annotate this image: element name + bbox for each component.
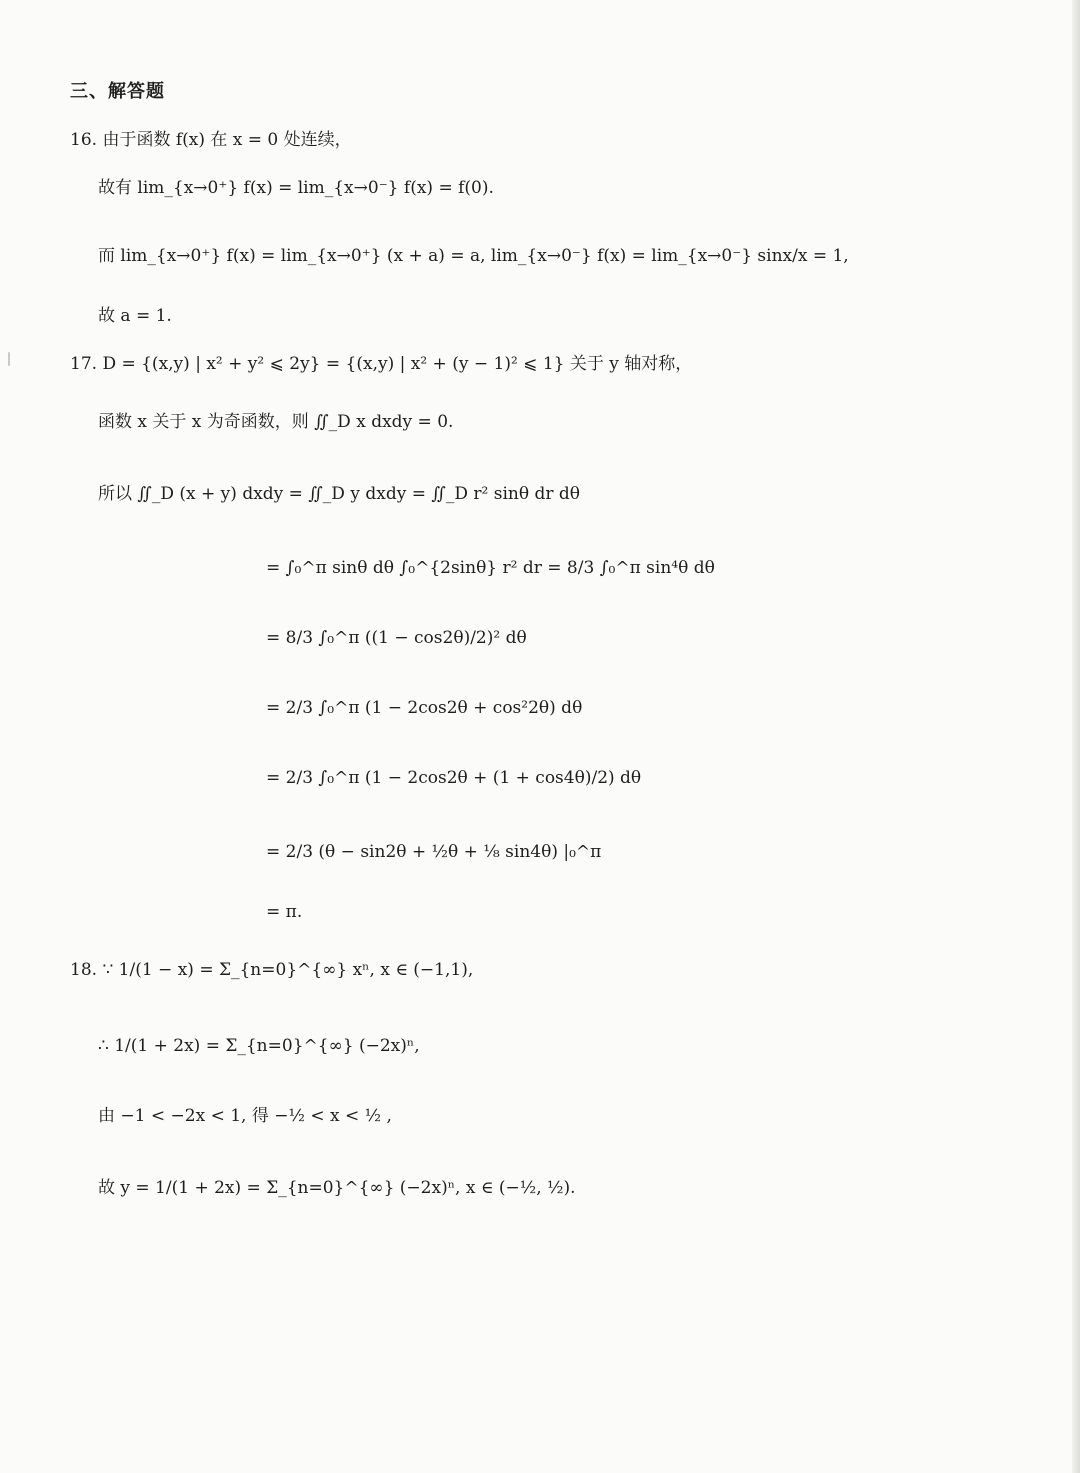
p16-line-1: 16. 由于函数 f(x) 在 x = 0 处连续， (70, 130, 352, 150)
scan-speck (8, 352, 10, 366)
p17-line-7: = 2/3 ∫₀^π (1 − 2cos2θ + (1 + cos4θ)/2) dθ (266, 768, 642, 788)
p18-line-1: 18. ∵ 1/(1 − x) = Σ_{n=0}^{∞} xⁿ, x ∈ (−1,1), (70, 960, 474, 980)
p17-line-1: 17. D = {(x,y) | x² + y² ⩽ 2y} = {(x,y) | x² + (y − 1)² ⩽ 1} 关于 y 轴对称， (70, 354, 693, 374)
p16-line-3: 而 lim_{x→0⁺} f(x) = lim_{x→0⁺} (x + a) = a, lim_{x→0⁻} f(x) = lim_{x→0⁻} sinx/x = 1, (98, 246, 849, 266)
p17-line-9: = π. (266, 902, 303, 922)
p17-line-6: = 2/3 ∫₀^π (1 − 2cos2θ + cos²2θ) dθ (266, 698, 583, 718)
p18-line-2: ∴ 1/(1 + 2x) = Σ_{n=0}^{∞} (−2x)ⁿ, (98, 1036, 420, 1056)
p16-line-4: 故 a = 1. (98, 306, 172, 326)
p17-line-4: = ∫₀^π sinθ dθ ∫₀^{2sinθ} r² dr = 8/3 ∫₀^π sin⁴θ dθ (266, 558, 715, 578)
p18-line-3: 由 −1 < −2x < 1, 得 −½ < x < ½ , (98, 1106, 392, 1126)
p17-line-5: = 8/3 ∫₀^π ((1 − cos2θ)/2)² dθ (266, 628, 527, 648)
scan-edge-shadow (1072, 0, 1080, 1473)
p17-line-2: 函数 x 关于 x 为奇函数，则 ∬_D x dxdy = 0. (98, 412, 454, 432)
p17-line-8: = 2/3 (θ − sin2θ + ½θ + ⅛ sin4θ) |₀^π (266, 842, 602, 862)
p18-line-4: 故 y = 1/(1 + 2x) = Σ_{n=0}^{∞} (−2x)ⁿ, x ∈ (−½, ½). (98, 1178, 576, 1198)
p16-line-2: 故有 lim_{x→0⁺} f(x) = lim_{x→0⁻} f(x) = f(0). (98, 178, 494, 198)
section-heading: 三、解答题 (70, 81, 165, 102)
p17-line-3: 所以 ∬_D (x + y) dxdy = ∬_D y dxdy = ∬_D r² sinθ dr dθ (98, 484, 580, 504)
